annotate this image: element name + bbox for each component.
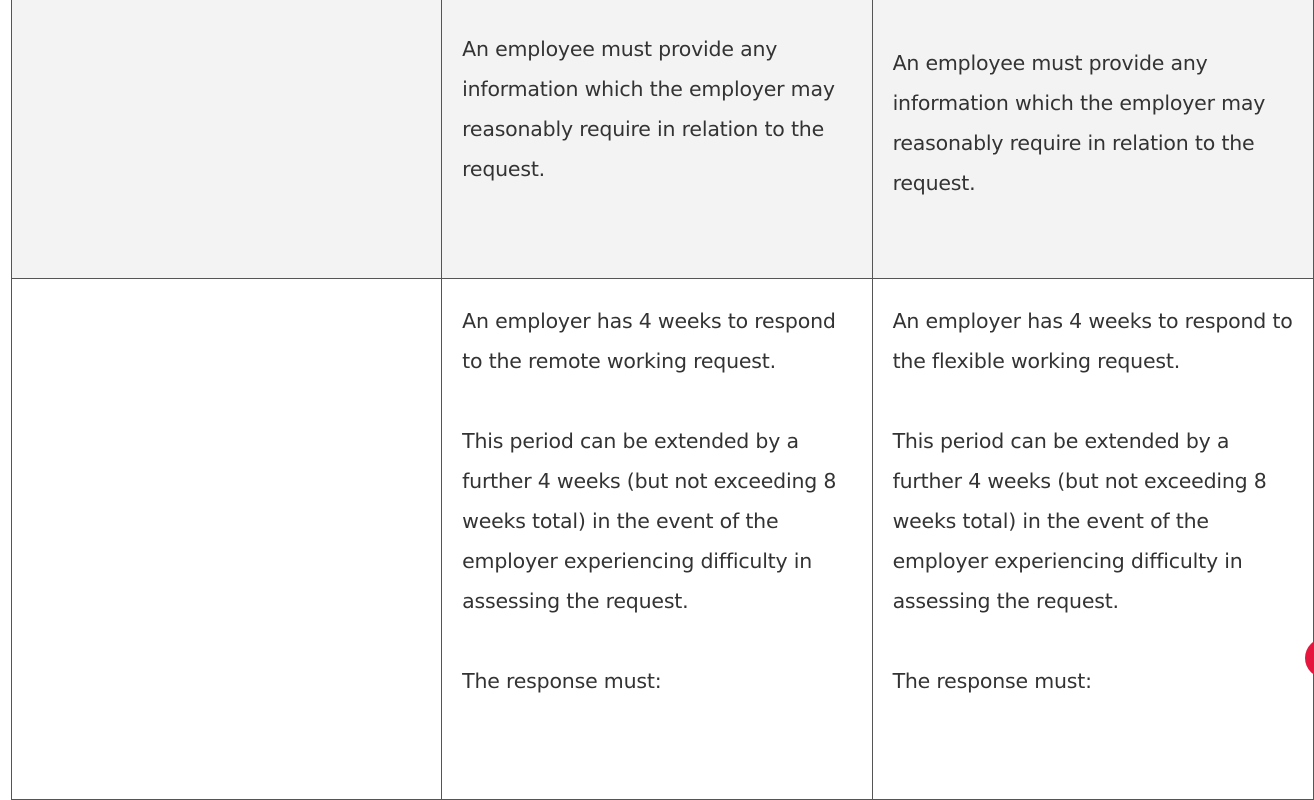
cell-paragraph: This period can be extended by a further 4 weeks (but not exceeding 8 weeks total) in the event of the employer experiencing difficulty in assessing the request. [462,429,837,613]
cell-paragraph: An employee must provide any information which the employer may reasonably require in relation to the request. [462,37,835,181]
cell-paragraph: The response must: [892,669,1092,693]
cell-paragraph: An employer has 4 weeks to respond to the flexible working request. [892,309,1293,373]
cell-paragraph: An employer has 4 weeks to respond to the remote working request. [462,309,836,373]
flexible-working-cell [872,279,1313,800]
comparison-table [11,0,1314,800]
row-label-cell [12,0,442,279]
row-label-cell [12,279,442,800]
cell-paragraph: This period can be extended by a further 4 weeks (but not exceeding 8 weeks total) in the event of the employer experiencing difficulty in assessing the request. [892,429,1267,613]
remote-working-cell [442,279,872,800]
table-row [12,279,1314,800]
flexible-working-cell [872,0,1313,279]
cell-paragraph: An employee must provide any information which the employer may reasonably require in relation to the request. [892,51,1266,195]
row-label [12,279,441,301]
remote-working-cell [442,0,872,279]
table-row [12,0,1314,279]
cell-paragraph: The response must: [462,669,662,693]
